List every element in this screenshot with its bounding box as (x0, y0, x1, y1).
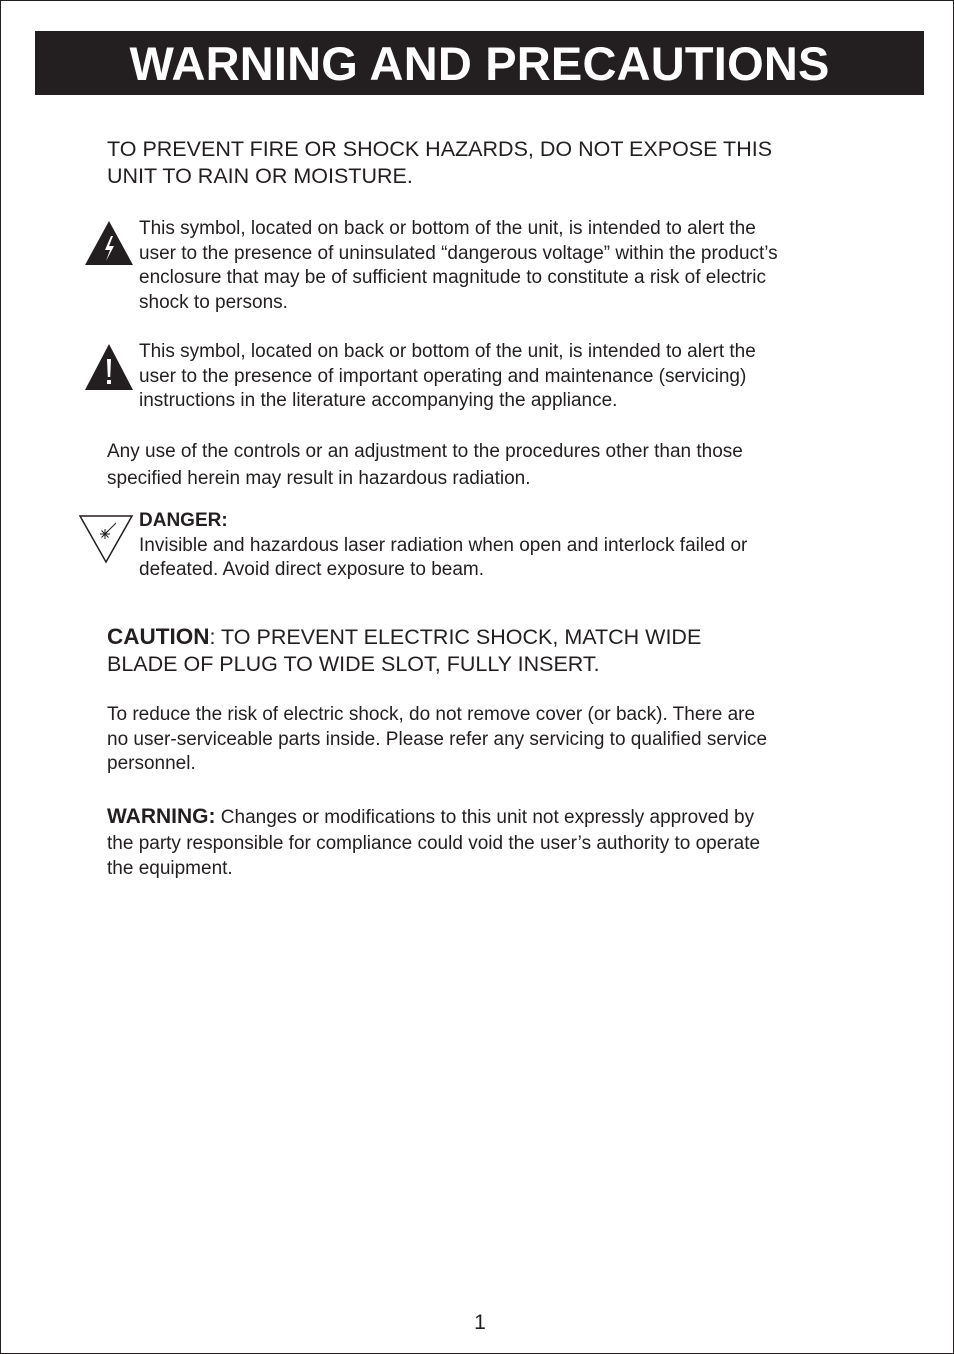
description-line: This symbol, located on back or bottom of the unit, is intended to alert the (139, 341, 756, 362)
exclamation-warning-icon (84, 343, 134, 391)
exclamation-symbol-description (139, 340, 839, 414)
service-note-line: personnel. (107, 753, 196, 774)
warning-line: the equipment. (107, 858, 233, 879)
radiation-note (107, 438, 837, 492)
caution-line (107, 623, 837, 651)
description-line: shock to persons. (139, 291, 288, 313)
danger-line: defeated. Avoid direct exposure to beam. (139, 559, 485, 580)
title-banner (35, 31, 924, 95)
description-line: user to the presence of important operating and maintenance (servicing) (139, 365, 747, 387)
description-line: user to the presence of uninsulated “dangerous voltage” within the product’s (139, 242, 778, 264)
danger-line: Invisible and hazardous laser radiation when open and interlock failed or (139, 534, 748, 556)
radiation-note-line: Any use of the controls or an adjustment to the procedures other than those (107, 441, 743, 462)
danger-notice (139, 509, 839, 583)
service-note-line: no user-serviceable parts inside. Please refer any servicing to qualified service (107, 728, 768, 750)
page-number: 1 (474, 1311, 486, 1334)
caution-notice (107, 623, 837, 678)
moisture-notice (107, 136, 837, 190)
lightning-symbol-description (139, 217, 839, 315)
description-line: instructions in the literature accompanying the appliance. (139, 390, 618, 411)
danger-label: DANGER: (139, 510, 228, 531)
moisture-notice-line: UNIT TO RAIN OR MOISTURE. (107, 164, 413, 188)
caution-line: BLADE OF PLUG TO WIDE SLOT, FULLY INSERT. (107, 652, 600, 676)
service-note-line: To reduce the risk of electric shock, do not remove cover (or back). There are (107, 704, 756, 725)
lightning-warning-icon (84, 220, 134, 266)
caution-label: CAUTION (107, 624, 210, 649)
warning-notice (107, 804, 837, 882)
caution-text: : TO PREVENT ELECTRIC SHOCK, MATCH WIDE (209, 625, 702, 649)
warning-line: the party responsible for compliance could void the user’s authority to operate (107, 832, 761, 854)
warning-label: WARNING: (107, 805, 216, 828)
description-line: This symbol, located on back or bottom of the unit, is intended to alert the (139, 218, 756, 239)
page-title: WARNING AND PRECAUTIONS (129, 36, 830, 90)
radiation-note-line: specified herein may result in hazardous radiation. (107, 468, 531, 489)
laser-warning-icon (78, 514, 134, 564)
service-note (107, 703, 837, 777)
moisture-notice-line: TO PREVENT FIRE OR SHOCK HAZARDS, DO NOT EXPOSE THIS (107, 137, 773, 161)
warning-line (107, 804, 837, 831)
warning-text: Changes or modifications to this unit not expressly approved by (215, 807, 755, 828)
description-line: enclosure that may be of sufficient magnitude to constitute a risk of electric (139, 267, 766, 288)
